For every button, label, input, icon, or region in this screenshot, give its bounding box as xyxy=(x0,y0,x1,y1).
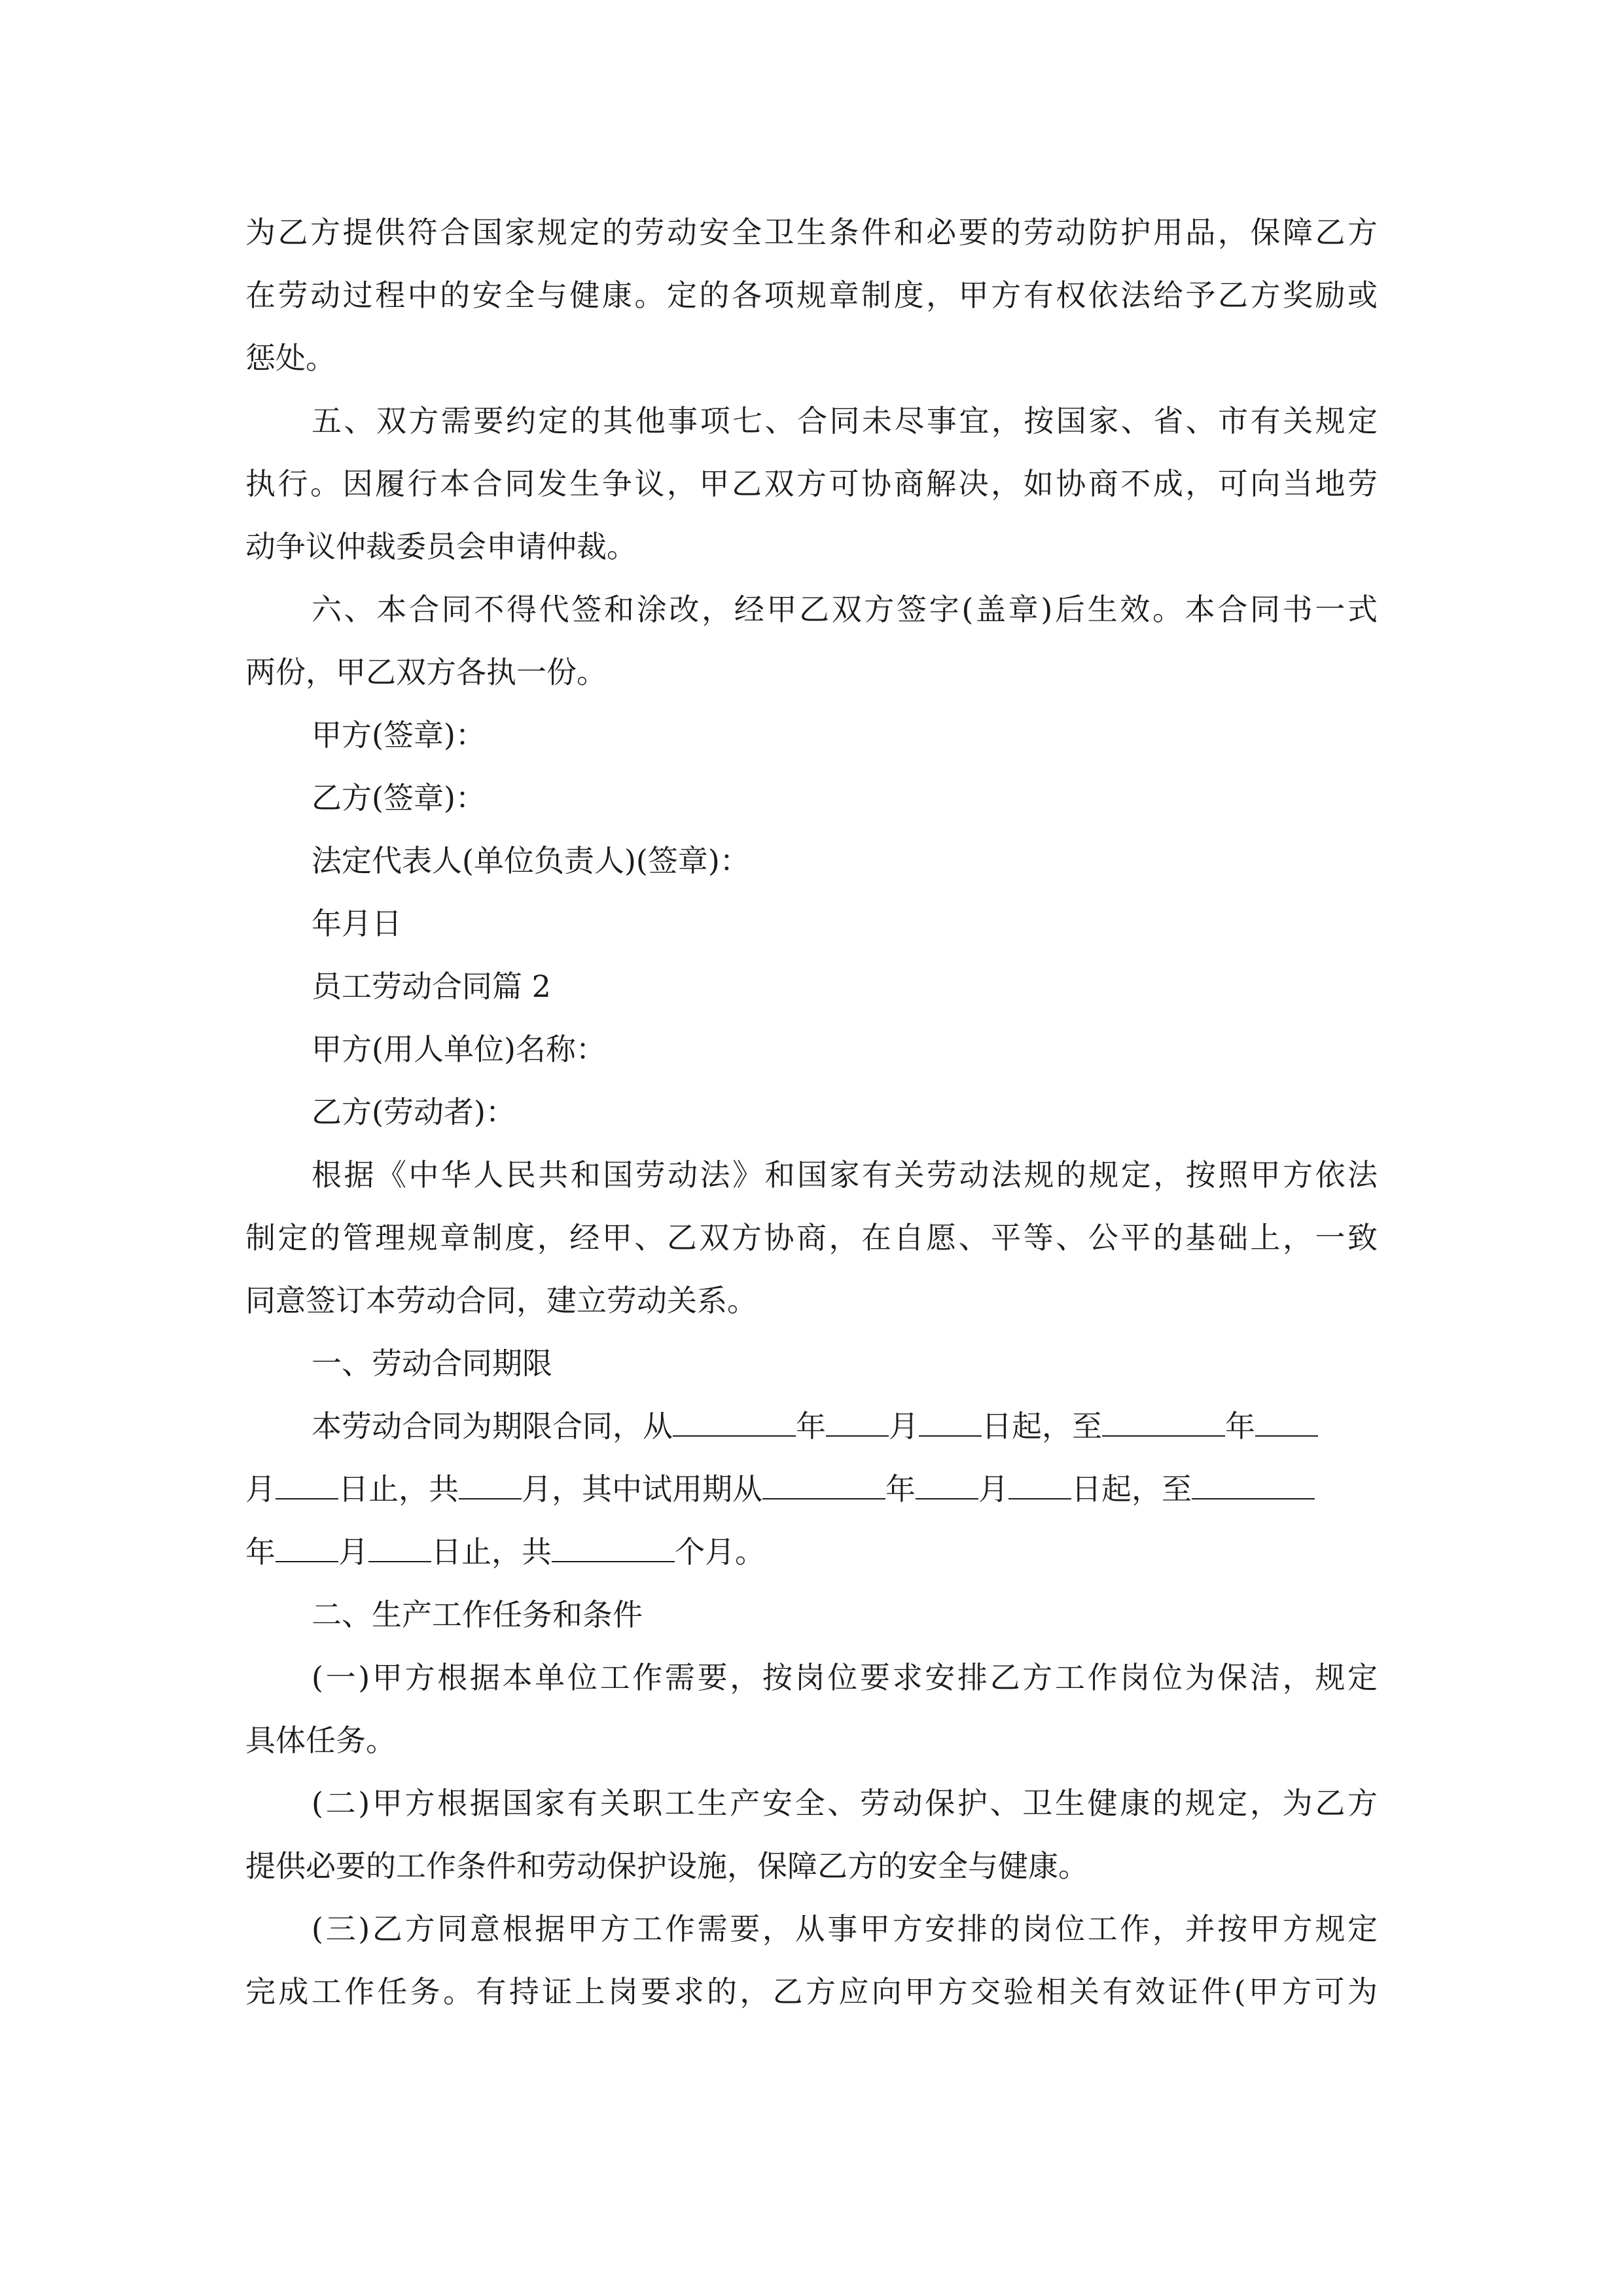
section-heading: 一、劳动合同期限 xyxy=(312,1346,552,1381)
paragraph-line: 惩处。 xyxy=(245,340,336,376)
section-heading: 二、生产工作任务和条件 xyxy=(312,1597,643,1632)
paragraph-line: 五、双方需要约定的其他事项七、合同未尽事宜，按国家、省、市有关规定 xyxy=(312,403,1378,439)
fill-blank[interactable] xyxy=(1008,1469,1071,1499)
signature-party-a: 甲方(签章)： xyxy=(312,717,486,753)
term-text: 本劳动合同为期限合同，从 xyxy=(312,1408,673,1444)
paragraph-line: 根据《中华人民共和国劳动法》和国家有关劳动法规的规定，按照甲方依法 xyxy=(312,1157,1378,1193)
fill-blank[interactable] xyxy=(762,1469,885,1499)
paragraph-line: 在劳动过程中的安全与健康。定的各项规章制度，甲方有权依法给予乙方奖励或 xyxy=(245,278,1378,313)
term-text: 个月。 xyxy=(675,1534,765,1570)
fill-blank[interactable] xyxy=(673,1407,796,1437)
fill-blank[interactable] xyxy=(1102,1407,1225,1437)
fill-blank[interactable] xyxy=(916,1469,978,1499)
signature-legal-rep: 法定代表人(单位负责人)(签章)： xyxy=(312,843,750,878)
fill-blank[interactable] xyxy=(552,1532,675,1562)
party-a-name: 甲方(用人单位)名称： xyxy=(312,1031,606,1067)
paragraph-line: 同意签订本劳动合同，建立劳动关系。 xyxy=(245,1283,757,1318)
paragraph-line: 提供必要的工作条件和劳动保护设施，保障乙方的安全与健康。 xyxy=(245,1848,1088,1884)
fill-blank[interactable] xyxy=(1255,1407,1318,1437)
paragraph-line: (三)乙方同意根据甲方工作需要，从事甲方安排的岗位工作，并按甲方规定 xyxy=(312,1911,1378,1946)
paragraph-line: 具体任务。 xyxy=(245,1723,396,1758)
paragraph-line: 为乙方提供符合国家规定的劳动安全卫生条件和必要的劳动防护用品，保障乙方 xyxy=(245,215,1378,250)
term-text: 月 xyxy=(338,1534,368,1570)
paragraph-line: 执行。因履行本合同发生争议，甲乙双方可协商解决，如协商不成，可向当地劳 xyxy=(245,466,1378,501)
fill-blank[interactable] xyxy=(368,1532,431,1562)
term-line-2 xyxy=(245,1469,1378,1509)
paragraph-line: (一)甲方根据本单位工作需要，按岗位要求安排乙方工作岗位为保洁，规定 xyxy=(312,1660,1378,1695)
term-text: 日止，共 xyxy=(431,1534,552,1570)
paragraph-line: 两份，甲乙双方各执一份。 xyxy=(245,655,607,690)
term-text: 年 xyxy=(796,1408,826,1444)
fill-blank[interactable] xyxy=(276,1532,338,1562)
term-text: 年 xyxy=(1225,1408,1255,1444)
paragraph-line: 制定的管理规章制度，经甲、乙双方协商，在自愿、平等、公平的基础上，一致 xyxy=(245,1220,1378,1255)
signature-party-b: 乙方(签章)： xyxy=(312,780,486,816)
paragraph-line: 六、本合同不得代签和涂改，经甲乙双方签字(盖章)后生效。本合同书一式 xyxy=(312,592,1378,627)
paragraph-line: 动争议仲裁委员会申请仲裁。 xyxy=(245,529,637,564)
term-text: 月 xyxy=(889,1408,919,1444)
term-text: 日起，至 xyxy=(1071,1471,1192,1507)
fill-blank[interactable] xyxy=(826,1407,889,1437)
term-text: 年 xyxy=(885,1471,916,1507)
contract-title: 员工劳动合同篇 2 xyxy=(312,969,551,1004)
signature-date: 年月日 xyxy=(312,906,402,941)
term-text: 日起，至 xyxy=(982,1408,1102,1444)
paragraph-line: (二)甲方根据国家有关职工生产安全、劳动保护、卫生健康的规定，为乙方 xyxy=(312,1785,1378,1821)
paragraph-line: 完成工作任务。有持证上岗要求的，乙方应向甲方交验相关有效证件(甲方可为 xyxy=(245,1974,1378,2009)
fill-blank[interactable] xyxy=(276,1469,338,1499)
term-text: 月 xyxy=(978,1471,1008,1507)
term-text: 日止，共 xyxy=(338,1471,459,1507)
party-b-name: 乙方(劳动者)： xyxy=(312,1094,516,1130)
term-text: 月 xyxy=(245,1471,276,1507)
term-text: 月，其中试用期从 xyxy=(522,1471,762,1507)
fill-blank[interactable] xyxy=(1192,1469,1315,1499)
term-line-1 xyxy=(312,1407,1378,1446)
term-line-3 xyxy=(245,1532,1378,1571)
term-text: 年 xyxy=(245,1534,276,1570)
fill-blank[interactable] xyxy=(919,1407,982,1437)
fill-blank[interactable] xyxy=(459,1469,522,1499)
